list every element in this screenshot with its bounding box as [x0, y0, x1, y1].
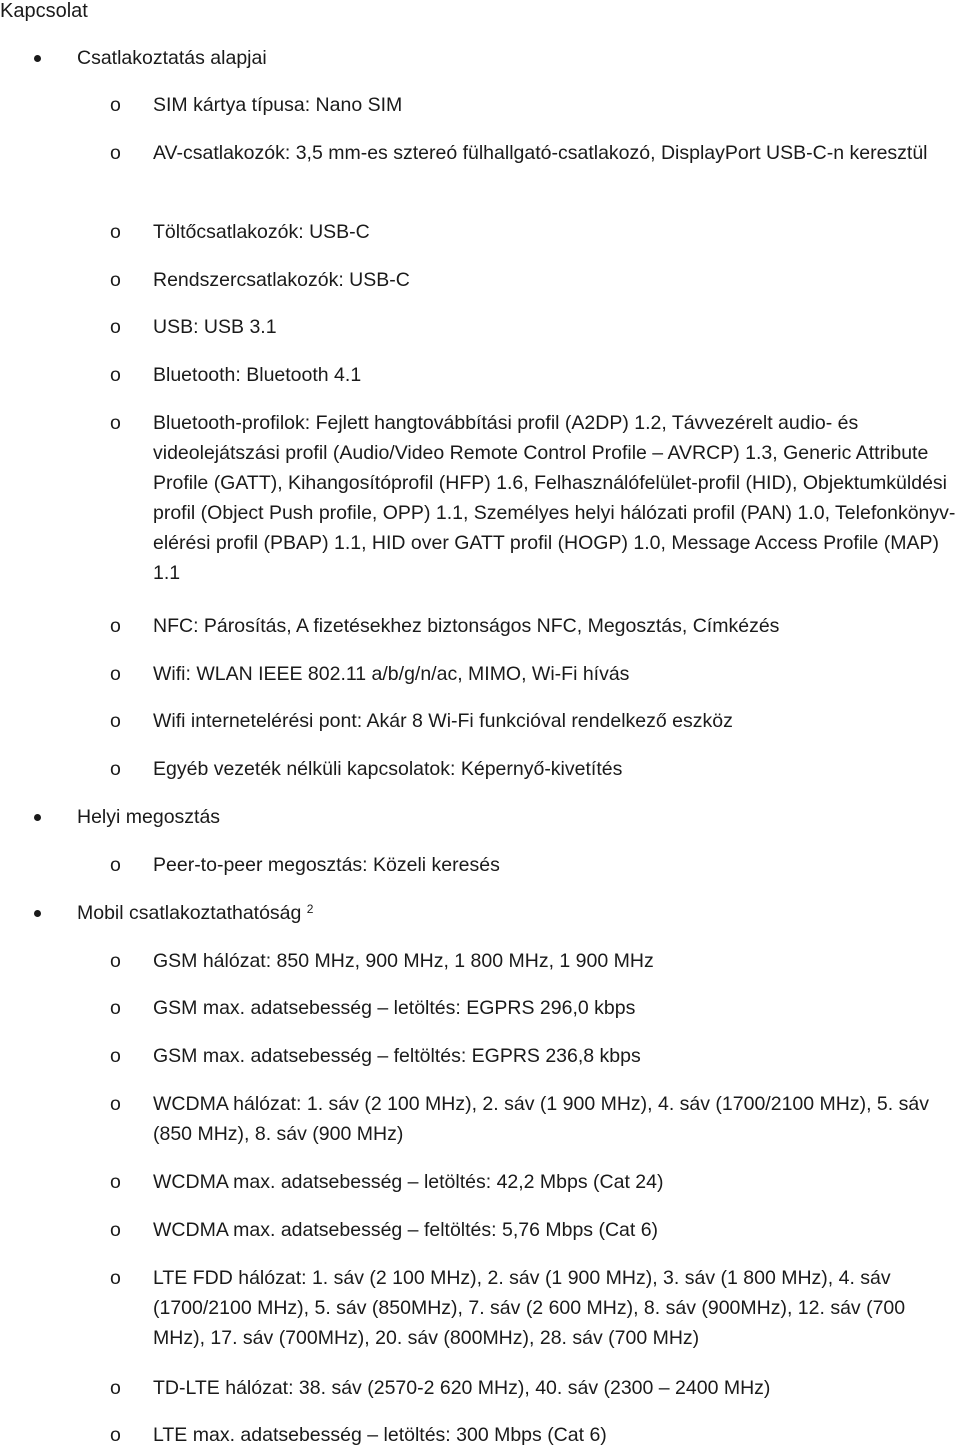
list-item: o Bluetooth-profilok: Fejlett hangtovábbítási profil (A2DP) 1.2, Távvezérelt audio- és videolejátszási profil (Audio/Video Remote Control Profile – AVRCP) 1.3, Generic Attribute Profile (GATT), Kihangosítóprofil (HFP) 1.6, Felhasználófelület-profil (HID), Objektumküldési profil (Object Push profile, OPP) 1.1, Személyes helyi hálózati profil (PAN) 1.0, Telefonkönyv-elérési profil (PBAP) 1.1, HID over GATT profil (HOGP) 1.0, Message Access Profile (MAP) 1.1: [153, 408, 960, 588]
list-item: o Rendszercsatlakozók: USB-C: [153, 265, 960, 295]
bullet-icon: [34, 814, 41, 821]
circle-bullet-icon: o: [110, 94, 121, 116]
section-heading: Csatlakoztatás alapjai: [77, 43, 267, 73]
bullet-icon: [34, 910, 41, 917]
circle-bullet-icon: o: [110, 615, 121, 637]
circle-bullet-icon: o: [110, 1045, 121, 1067]
circle-bullet-icon: o: [110, 412, 121, 434]
circle-bullet-icon: o: [110, 663, 121, 685]
list-item: o Wifi internetelérési pont: Akár 8 Wi-Fi funkcióval rendelkező eszköz: [153, 706, 960, 736]
list-item: o USB: USB 3.1: [153, 312, 960, 342]
circle-bullet-icon: o: [110, 1093, 121, 1115]
circle-bullet-icon: o: [110, 1267, 121, 1289]
bullet-icon: [34, 55, 41, 62]
circle-bullet-icon: o: [110, 316, 121, 338]
list-item: o AV-csatlakozók: 3,5 mm-es sztereó fülhallgató-csatlakozó, DisplayPort USB-C-n keresztül: [153, 138, 960, 168]
circle-bullet-icon: o: [110, 269, 121, 291]
section-heading: Helyi megosztás: [77, 802, 220, 832]
circle-bullet-icon: o: [110, 142, 121, 164]
list-item: o Töltőcsatlakozók: USB-C: [153, 217, 960, 247]
list-item: o SIM kártya típusa: Nano SIM: [153, 90, 960, 120]
circle-bullet-icon: o: [110, 1219, 121, 1241]
list-item: o WCDMA max. adatsebesség – letöltés: 42,2 Mbps (Cat 24): [153, 1167, 960, 1197]
section-heading: Mobil csatlakoztathatóság $^2$: [77, 898, 313, 928]
list-item: o Bluetooth: Bluetooth 4.1: [153, 360, 960, 390]
circle-bullet-icon: o: [110, 1171, 121, 1193]
circle-bullet-icon: o: [110, 710, 121, 732]
circle-bullet-icon: o: [110, 854, 121, 876]
list-item: o TD-LTE hálózat: 38. sáv (2570-2 620 MHz), 40. sáv (2300 – 2400 MHz): [153, 1373, 960, 1403]
list-item: o NFC: Párosítás, A fizetésekhez biztonságos NFC, Megosztás, Címkézés: [153, 611, 960, 641]
circle-bullet-icon: o: [110, 221, 121, 243]
circle-bullet-icon: o: [110, 1424, 121, 1446]
circle-bullet-icon: o: [110, 364, 121, 386]
page-title: Kapcsolat: [0, 0, 88, 22]
list-item: o WCDMA hálózat: 1. sáv (2 100 MHz), 2. sáv (1 900 MHz), 4. sáv (1700/2100 MHz), 5. sáv (850 MHz), 8. sáv (900 MHz): [153, 1089, 960, 1149]
list-item: o GSM hálózat: 850 MHz, 900 MHz, 1 800 MHz, 1 900 MHz: [153, 946, 960, 976]
circle-bullet-icon: o: [110, 950, 121, 972]
list-item: o GSM max. adatsebesség – letöltés: EGPRS 296,0 kbps: [153, 993, 960, 1023]
list-item: o LTE max. adatsebesség – letöltés: 300 Mbps (Cat 6): [153, 1420, 960, 1450]
circle-bullet-icon: o: [110, 758, 121, 780]
list-item: o GSM max. adatsebesség – feltöltés: EGPRS 236,8 kbps: [153, 1041, 960, 1071]
list-item: o LTE FDD hálózat: 1. sáv (2 100 MHz), 2. sáv (1 900 MHz), 3. sáv (1 800 MHz), 4. sáv (1700/2100 MHz), 5. sáv (850MHz), 7. sáv (2 600 MHz), 8. sáv (900MHz), 12. sáv (700 MHz), 17. sáv (700MHz), 20. sáv (800MHz), 28. sáv (700 MHz): [153, 1263, 960, 1353]
list-item: o Peer-to-peer megosztás: Közeli keresés: [153, 850, 960, 880]
circle-bullet-icon: o: [110, 997, 121, 1019]
list-item: o Egyéb vezeték nélküli kapcsolatok: Képernyő-kivetítés: [153, 754, 960, 784]
circle-bullet-icon: o: [110, 1377, 121, 1399]
list-item: o Wifi: WLAN IEEE 802.11 a/b/g/n/ac, MIMO, Wi-Fi hívás: [153, 659, 960, 689]
footnote-marker: 2: [306, 902, 314, 916]
list-item: o WCDMA max. adatsebesség – feltöltés: 5,76 Mbps (Cat 6): [153, 1215, 960, 1245]
